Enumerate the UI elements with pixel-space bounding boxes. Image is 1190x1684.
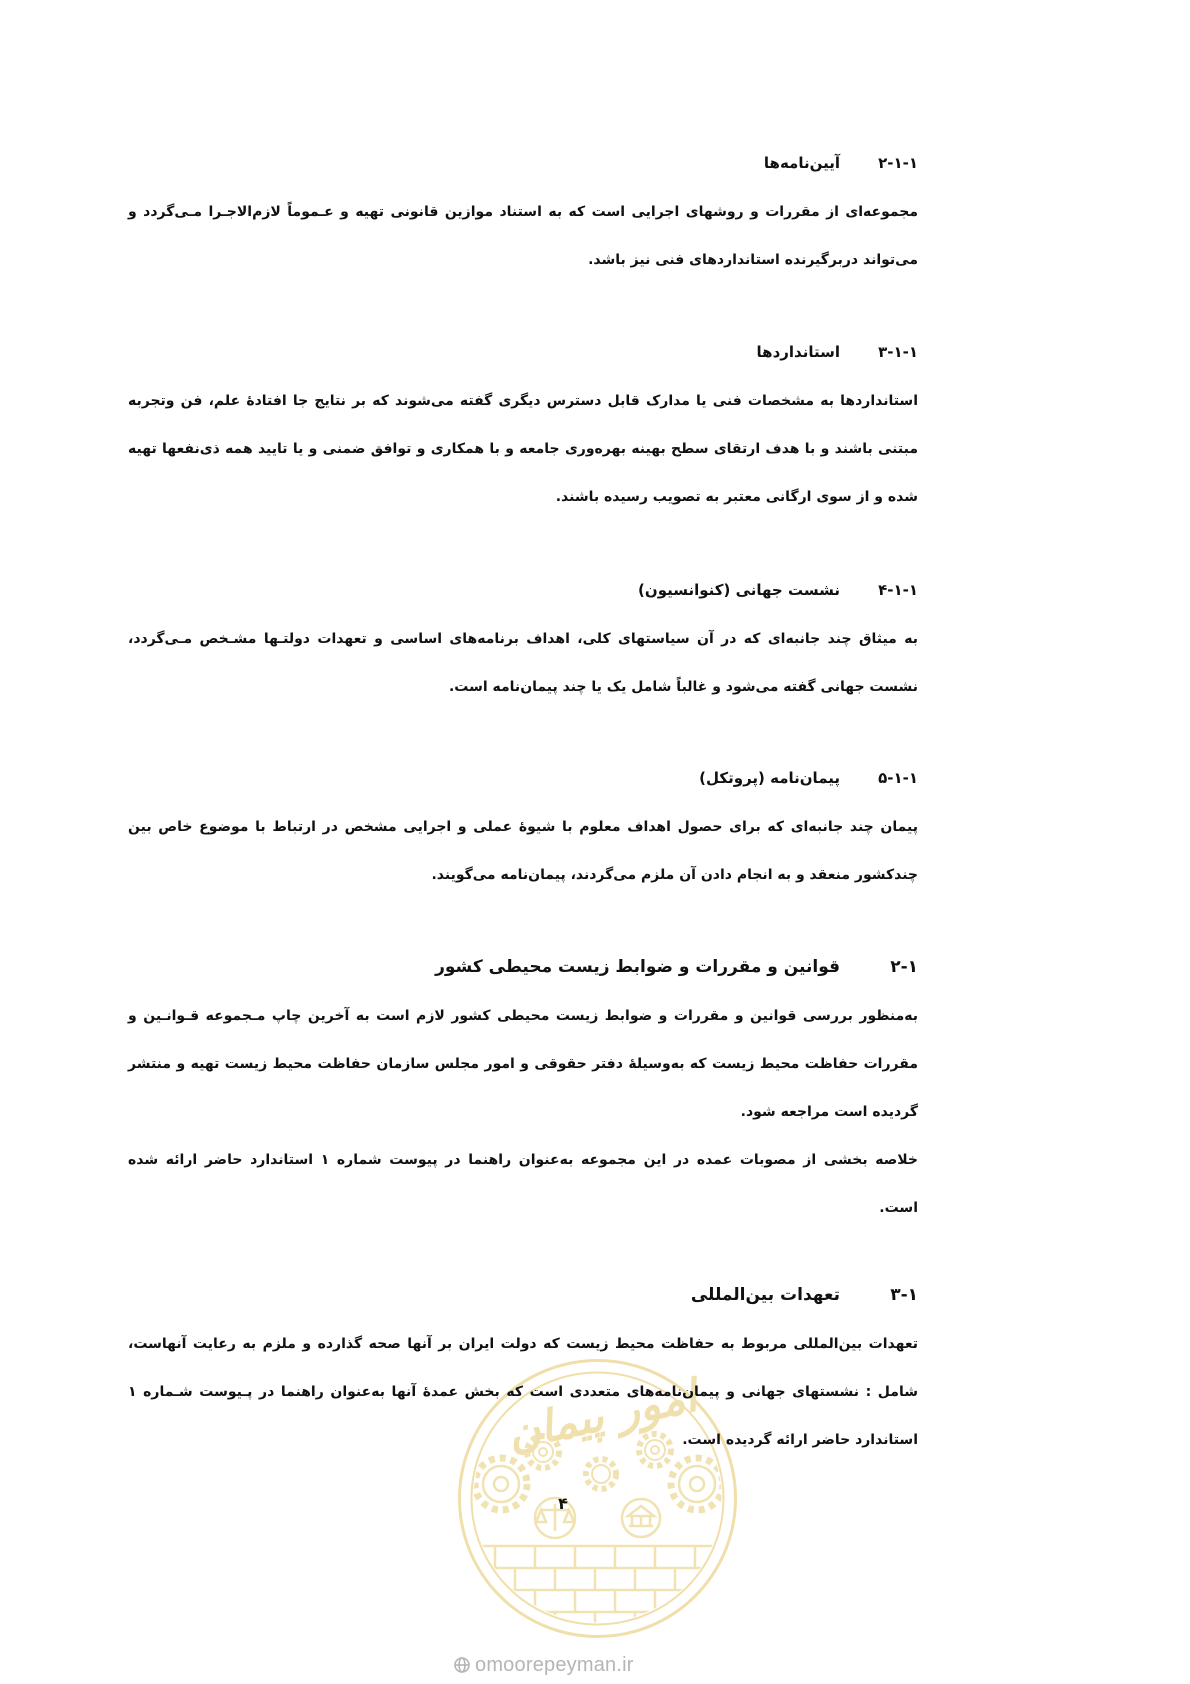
paragraph <box>128 188 918 284</box>
text-line: مجموعه‌ای از مقررات و روشهای اجرایی است که به استناد موازین قانونی تهیه و عـموماً لازم‌الاجـرا مـی‌گردد و <box>128 204 918 220</box>
section-heading <box>128 138 918 188</box>
paragraph <box>128 1136 918 1232</box>
section-title: استانداردها <box>756 343 840 361</box>
section-standards <box>128 327 918 521</box>
gear-shape <box>671 1458 723 1510</box>
paragraph <box>128 803 918 899</box>
globe-icon <box>453 1656 471 1674</box>
text-line: شامل : نشستهای جهانی و پیمان‌نامه‌های متعددی است که بخش عمدهٔ آنها به‌عنوان راهنما در پـیوست شـماره ۱ <box>128 1384 918 1400</box>
footer-watermark <box>453 1651 634 1679</box>
text-line: می‌تواند دربرگیرنده استانداردهای فنی نیز باشد. <box>588 252 918 268</box>
text-line: گردیده است مراجعه شود. <box>740 1104 918 1120</box>
section-heading <box>128 1270 918 1320</box>
paragraph <box>128 377 918 521</box>
seal-calligraphy: امور پیمان <box>502 1370 702 1461</box>
section-international-commitments <box>128 1270 918 1464</box>
page-number: ۴ <box>558 1494 568 1513</box>
section-protocol <box>128 753 918 899</box>
building-icon <box>622 1499 660 1537</box>
section-title: نشست جهانی (کنوانسیون) <box>638 581 840 599</box>
section-number: ۴-۱-۱ <box>878 581 918 599</box>
text-line: نشست جهانی گفته می‌شود و غالباً شامل یک یا چند پیمان‌نامه است. <box>448 679 918 695</box>
text-line: است. <box>879 1200 918 1216</box>
text-line: شده و از سوی ارگانی معتبر به تصویب رسیده باشند. <box>555 489 918 505</box>
section-number: ۵-۱-۱ <box>878 769 918 787</box>
section-heading <box>128 327 918 377</box>
footer-url: omoorepeyman.ir <box>475 1653 634 1676</box>
section-national-laws <box>128 942 918 1232</box>
text-line: استانداردها به مشخصات فنی یا مدارک قابل دسترس دیگری گفته می‌شوند که بر نتایج جا افتادهٔ علم، فن وتجربه <box>128 393 918 409</box>
paragraph <box>128 1320 918 1464</box>
paragraph <box>128 992 918 1136</box>
section-regulations <box>128 138 918 284</box>
section-number: ۳-۱ <box>890 1285 918 1305</box>
section-title: قوانین و مقررات و ضوابط زیست محیطی کشور <box>435 957 840 977</box>
gear-shape <box>475 1458 527 1510</box>
section-heading <box>128 942 918 992</box>
text-line: مقررات حفاظت محیط زیست که به‌وسیلهٔ دفتر حقوقی و امور مجلس سازمان حفاظت محیط زیست تهیه و منتشر <box>128 1056 918 1072</box>
text-line: خلاصه بخشی از مصوبات عمده در این مجموعه به‌عنوان راهنما در پیوست شماره ۱ استاندارد حاضر ارائه شده <box>128 1152 918 1168</box>
text-line: به‌منظور بررسی قوانین و مقررات و ضوابط زیست محیطی کشور لازم است به آخرین چاپ مـجموعه قـوانـین و <box>128 1008 918 1024</box>
text-line: استاندارد حاضر ارائه گردیده است. <box>682 1432 918 1448</box>
section-number: ۲-۱-۱ <box>878 154 918 172</box>
section-title: پیمان‌نامه (پروتکل) <box>699 769 840 787</box>
section-number: ۲-۱ <box>890 957 918 977</box>
text-line: به میثاق چند جانبه‌ای که در آن سیاستهای کلی، اهداف برنامه‌های اساسی و تعهدات دولتـها مشـخص مـی‌گردد، <box>128 631 918 647</box>
section-title: آیین‌نامه‌ها <box>763 154 840 172</box>
section-heading <box>128 565 918 615</box>
section-number: ۳-۱-۱ <box>878 343 918 361</box>
section-heading <box>128 753 918 803</box>
text-line: تعهدات بین‌المللی مربوط به حفاظت محیط زیست که دولت ایران بر آنها صحه گذارده و ملزم به رعایت آنهاست، <box>128 1336 918 1352</box>
section-convention <box>128 565 918 711</box>
text-line: چندکشور منعقد و به انجام دادن آن ملزم می‌گردند، پیمان‌نامه می‌گویند. <box>431 867 918 883</box>
text-line: پیمان چند جانبه‌ای که برای حصول اهداف معلوم با شیوهٔ عملی و اجرایی مشخص در ارتباط با موضوع خاص بین <box>128 819 918 835</box>
section-title: تعهدات بین‌المللی <box>690 1285 840 1305</box>
text-line: مبتنی باشند و با هدف ارتقای سطح بهینه بهره‌وری جامعه و با همکاری و توافق ضمنی و یا تایید همه ذی‌نفعها تهیه <box>128 441 918 457</box>
paragraph <box>128 615 918 711</box>
